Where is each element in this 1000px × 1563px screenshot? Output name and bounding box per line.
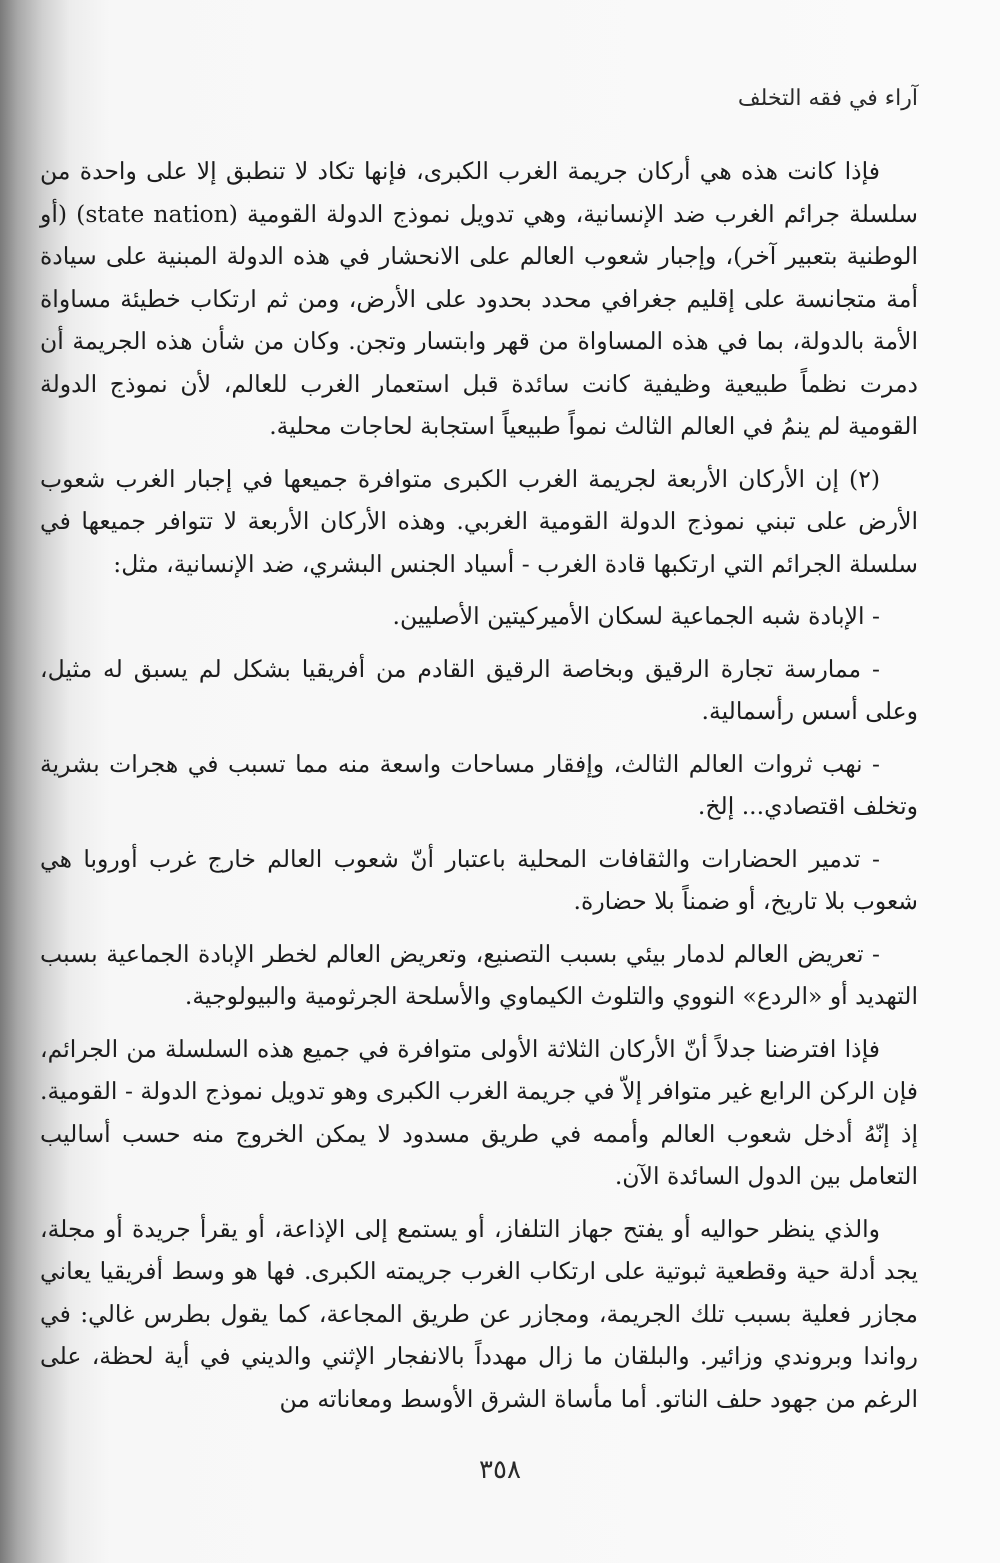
paragraph-4: والذي ينظر حواليه أو يفتح جهاز التلفاز، أو يستمع إلى الإذاعة، أو يقرأ جريدة أو مجلة، يجد أدلة حية وقطعية ثبوتية على ارتكاب الغرب جريمته الكبرى. فها هو وسط أفريقيا يعاني مجازر فعلية بسبب تلك الجريمة، ومجازر عن طريق المجاعة، كما يقول بطرس غالي: في رواندا وبروندي وزائير. والبلقان ما زال مهدداً بالانفجار الإثني والديني في أية لحظة، على الرغم من جهود حلف الناتو. أما مأساة الشرق الأوسط ومعاناته من	[40, 1214, 918, 1413]
list-item-3: - نهب ثروات العالم الثالث، وإفقار مساحات واسعة منه مما تسبب في هجرات بشرية وتخلف اقتصادي... إلخ.	[40, 749, 918, 820]
page-number: ٣٥٨	[479, 1455, 521, 1485]
paragraph-1: فإذا كانت هذه هي أركان جريمة الغرب الكبرى، فإنها تكاد لا تنطبق إلا على واحدة من سلسلة جرائم الغرب ضد الإنسانية، وهي تدويل نموذج الدولة القومية (state nation) (أو الوطنية بتعبير آخر)، وإجبار شعوب العالم على الانحشار في هذه الدولة المبنية على سيادة أمة متجانسة على إقليم جغرافي محدد بحدود على الأرض، ومن ثم ارتكاب خطيئة مساواة الأمة بالدولة، بما في هذه المساواة من قهر وابتسار وتجن. وكان من شأن هذه الجريمة أن دمرت نظماً طبيعية وظيفية كانت سائدة قبل استعمار الغرب للعالم، لأن نموذج الدولة القومية لم ينمُ في العالم الثالث نمواً طبيعياً استجابة لحاجات محلية.	[40, 157, 918, 440]
paragraph-2: (٢) إن الأركان الأربعة لجريمة الغرب الكبرى متوافرة جميعها في إجبار الغرب شعوب الأرض على تبني نموذج الدولة القومية الغربي. وهذه الأركان الأربعة لا تتوافر جميعها في سلسلة الجرائم التي ارتكبها قادة الغرب - أسياد الجنس البشري، ضد الإنسانية، مثل:	[40, 464, 918, 578]
list-item-4: - تدمير الحضارات والثقافات المحلية باعتبار أنّ شعوب العالم خارج غرب أوروبا هي شعوب بلا تاريخ، أو ضمناً بلا حضارة.	[40, 844, 918, 915]
list-item-1: - الإبادة شبه الجماعية لسكان الأميركيتين الأصليين.	[392, 602, 880, 630]
body-text	[40, 150, 918, 1430]
running-head: آراء في فقه التخلف	[737, 86, 918, 111]
paragraph-3: فإذا افترضنا جدلاً أنّ الأركان الثلاثة الأولى متوافرة في جميع هذه السلسلة من الجرائم، فإن الركن الرابع غير متوافر إلاّ في جريمة الغرب الكبرى وهو تدويل نموذج الدولة - القومية. إذ إنّهُ أدخل شعوب العالم وأممه في طريق مسدود لا يمكن الخروج منه حسب أساليب التعامل بين الدول السائدة الآن.	[40, 1034, 918, 1190]
list-item-2: - ممارسة تجارة الرقيق وبخاصة الرقيق القادم من أفريقيا بشكل لم يسبق له مثيل، وعلى أسس رأسمالية.	[40, 654, 918, 725]
list-item-5: - تعريض العالم لدمار بيئي بسبب التصنيع، وتعريض العالم لخطر الإبادة الجماعية بسبب التهديد أو «الردع» النووي والتلوث الكيماوي والأسلحة الجرثومية والبيولوجية.	[40, 939, 918, 1010]
